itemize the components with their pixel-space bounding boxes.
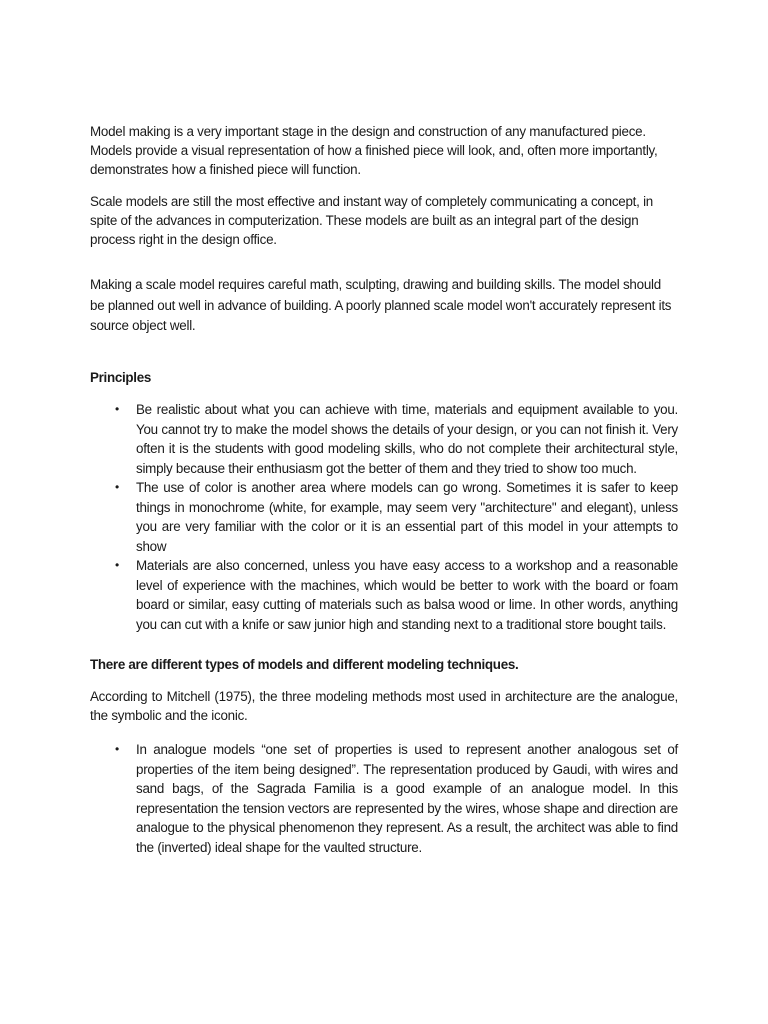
list-item-text: Materials are also concerned, unless you have easy access to a workshop and a reasonable level of experience with the machines, which would be better to work with the board or foam board or similar, easy cutting of materials such as balsa wood or lime. In other words, anything you can cut with a knife or saw junior high and standing next to a traditional store bought tails. [136,558,678,632]
list-item [90,400,678,478]
list-item-text: Be realistic about what you can achieve with time, materials and equipment available to you. You cannot try to make the model shows the details of your design, or you can not finish it. Very often it is the students with good modeling skills, who do not complete their architectural style, simply because their enthusiasm got the better of them and they tried to show too much. [136,402,678,476]
model-types-list [90,740,678,857]
list-item [90,556,678,634]
scale-model-requirements-paragraph: Making a scale model requires careful math, sculpting, drawing and building skills. The model should be planned out well in advance of building. A poorly planned scale model won't accurately represent its source object well. [90,277,672,333]
list-item [90,740,678,857]
list-item [90,478,678,556]
bullet-icon: • [115,402,119,416]
bullet-icon: • [115,558,119,572]
principles-list [90,400,678,634]
scale-models-paragraph: Scale models are still the most effective and instant way of completely communicating a concept, in spite of the advances in computerization. These models are built as an integral part of the design process right in the design office. [90,194,653,247]
intro-paragraph: Model making is a very important stage in the design and construction of any manufactured piece. Models provide a visual representation of how a finished piece will look, and, often more importantly, demonstrates how a finished piece will function. [90,124,658,177]
mitchell-paragraph: According to Mitchell (1975), the three modeling methods most used in architecture are the analogue, the symbolic and the iconic. [90,689,678,723]
bullet-icon: • [115,480,119,494]
list-item-text: In analogue models “one set of properties is used to represent another analogous set of properties of the item being designed”. The representation produced by Gaudi, with wires and sand bags, of the Sagrada Familia is a good example of an analogue model. In this representation the tension vectors are represented by the wires, whose shape and direction are analogue to the physical phenomenon they represent. As a result, the architect was able to find the (inverted) ideal shape for the vaulted structure. [136,742,678,855]
bullet-icon: • [115,742,119,756]
list-item-text: The use of color is another area where models can go wrong. Sometimes it is safer to keep things in monochrome (white, for example, may seem very "architecture" and elegant), unless you are very familiar with the color or it is an essential part of this model in your attempts to show [136,480,678,554]
principles-heading: Principles [90,370,152,385]
model-types-heading: There are different types of models and different modeling techniques. [90,657,519,672]
